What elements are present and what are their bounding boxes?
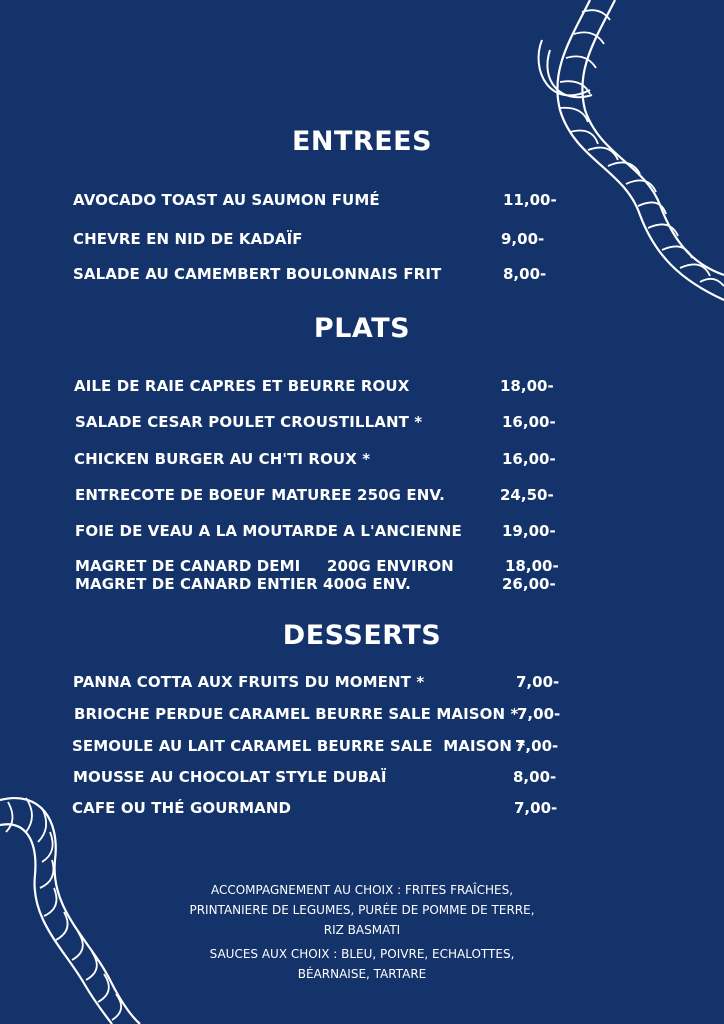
accompaniment-line: RIZ BASMATI [323, 923, 401, 937]
menu-item-price: 11,00- [503, 191, 557, 209]
sauces-line: SAUCES AUX CHOIX : BLEU, POIVRE, ECHALOTTES, [209, 947, 515, 961]
rope-decoration-top-right-icon [530, 0, 724, 320]
menu-item-price: 16,00- [502, 450, 556, 468]
menu-item-price: 7,00- [515, 737, 559, 755]
menu-item-price: 8,00- [513, 768, 557, 786]
menu-item-name: MOUSSE AU CHOCOLAT STYLE DUBAÏ [73, 768, 387, 786]
menu-item-name: FOIE DE VEAU A LA MOUTARDE A L'ANCIENNE [75, 522, 462, 540]
menu-item-name: MAGRET DE CANARD DEMI 200G ENVIRON [75, 557, 454, 575]
menu-item-name: SEMOULE AU LAIT CARAMEL BEURRE SALE MAISON * [72, 737, 526, 755]
accompaniment-note [0, 880, 724, 940]
menu-item-price: 7,00- [516, 673, 560, 691]
menu-item-price: 19,00- [502, 522, 556, 540]
menu-item-name: AVOCADO TOAST AU SAUMON FUMÉ [73, 191, 380, 209]
menu-item-name: ENTRECOTE DE BOEUF MATUREE 250G ENV. [75, 486, 445, 504]
menu-item-name: BRIOCHE PERDUE CARAMEL BEURRE SALE MAISON * [74, 705, 519, 723]
menu-item-name: CAFE OU THÉ GOURMAND [72, 799, 292, 817]
menu-item-name: SALADE AU CAMEMBERT BOULONNAIS FRIT [73, 265, 442, 283]
menu-item-name: MAGRET DE CANARD ENTIER 400G ENV. [75, 575, 411, 593]
section-title-entrees: ENTREES [291, 126, 433, 157]
sauces-note [0, 944, 724, 984]
accompaniment-line: ACCOMPAGNEMENT AU CHOIX : FRITES FRAÎCHES, [210, 883, 514, 897]
menu-item-name: CHEVRE EN NID DE KADAÏF [73, 230, 303, 248]
menu-item-price: 7,00- [514, 799, 558, 817]
menu-item-name: AILE DE RAIE CAPRES ET BEURRE ROUX [74, 377, 410, 395]
menu-item-price: 7,00- [517, 705, 561, 723]
accompaniment-line: PRINTANIERE DE LEGUMES, PURÉE DE POMME DE TERRE, [189, 903, 535, 917]
menu-item-price: 8,00- [503, 265, 547, 283]
menu-item-price: 18,00- [505, 557, 559, 575]
menu-item-name: PANNA COTTA AUX FRUITS DU MOMENT * [73, 673, 425, 691]
menu-item-price: 24,50- [500, 486, 554, 504]
menu-item-name: SALADE CESAR POULET CROUSTILLANT * [75, 413, 423, 431]
menu-item-price: 9,00- [501, 230, 545, 248]
section-title-plats: PLATS [313, 313, 411, 344]
menu-item-price: 16,00- [502, 413, 556, 431]
menu-item-price: 18,00- [500, 377, 554, 395]
menu-item-price: 26,00- [502, 575, 556, 593]
section-title-desserts: DESSERTS [282, 620, 442, 651]
sauces-line: BÉARNAISE, TARTARE [297, 967, 427, 981]
menu-item-name: CHICKEN BURGER AU CH'TI ROUX * [74, 450, 371, 468]
